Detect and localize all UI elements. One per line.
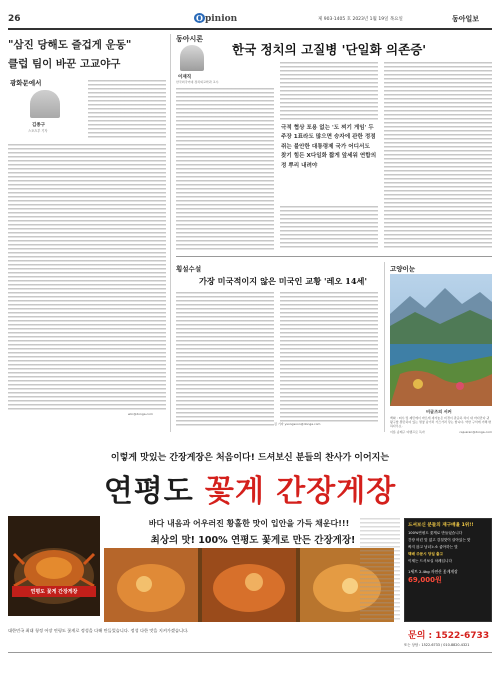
crab-bowl-image — [8, 516, 100, 616]
issue-info: 제 903·1405 호 2023년 1월 19일 목요일 — [318, 17, 403, 22]
left-headline-line2: 클럽 팀이 바꾼 고교야구 — [8, 58, 121, 70]
price-line: 1세트 2.4kg 자연산 꽃게게장 — [408, 569, 458, 574]
ad-phone: 문의 : 1522-6733 — [408, 631, 490, 641]
left-headline-line1: "삼진 당해도 즐겁게 운동" — [8, 39, 132, 51]
ad-left-image — [8, 516, 100, 616]
left-body — [8, 144, 166, 412]
section-initial: O — [196, 13, 203, 23]
caption-text: 백화 : 떠수 및 제민에이 바르게 새겨놓은 비경이 관공하 처이 대 마다만다 귀 왕구할 뿐만하여 있는 명창 남기러 가즈가러 당는 합니다, 약한 구석에 거해 변하다우요. — [390, 416, 492, 429]
author-name: 이재직 — [178, 75, 192, 80]
promo-line-3: 짜지 않고 남녀노소 좋아하는 맛 — [408, 545, 458, 549]
middle-body-col2 — [280, 292, 378, 422]
promo-line-2: 간장 비린 맛 없고 감칠맛이 살아있는 맛 — [408, 538, 471, 542]
promo-line-5: 이제는 드셔보실 차례입니다 — [408, 559, 452, 563]
header-rule — [8, 28, 492, 30]
author-photo — [180, 45, 204, 71]
middle-byline: 김 기자 ysongsoon@donga.com — [274, 422, 321, 426]
columnist-label: 광화문에서 — [10, 79, 42, 87]
columnist-block — [10, 78, 82, 140]
pullquote: 극적 협상 포용 없는 '도 찌기 게임' 두 주장 1표라도 많으면 승자에 관한 정점 쥐는 불안한 대통령제 국가 어디서도 찾기 힘든 X다일화 짧게 앞세워 연합의 정 뿌리 내려야 — [281, 125, 377, 169]
section-label: O pinion — [196, 13, 238, 24]
mid-rule — [176, 256, 492, 257]
main-headline: 한국 정치의 고질병 '단일화 의존증' — [232, 42, 427, 57]
columnist-name: 김종구 — [32, 123, 46, 128]
main-body-col1 — [176, 88, 274, 250]
left-body-top — [88, 80, 166, 140]
columnist-title: 스포츠부 기자 — [28, 129, 48, 133]
crab-dishes-image — [104, 548, 394, 622]
price-value: 69,000원 — [408, 576, 442, 584]
main-body-col2-lower — [280, 206, 378, 250]
cat-eye-photo — [390, 274, 492, 406]
ad-right-text-left — [360, 518, 400, 622]
ad-brand: 연평도 — [103, 474, 194, 509]
middle-headline: 가장 미국적이지 않은 미국인 교황 '레오 14세' — [199, 276, 367, 286]
main-body-col2 — [280, 62, 378, 120]
page-header — [8, 14, 492, 26]
author-title: 한국외국어대 정치외교학과 교수 — [176, 80, 219, 84]
right-divider — [384, 262, 385, 432]
ad-promo-box — [404, 518, 492, 622]
promo-line-4: 택배 주문시 당일 출고 — [408, 552, 443, 556]
ad-product: 꽃게 간장게장 — [204, 474, 397, 509]
ad-block — [8, 446, 492, 684]
ad-footnote: 대한민국 최대 청정 어장 연평도 꽃게로 정성을 다해 만들었습니다. 정성 다한 맛을 지켜가겠습니다. — [8, 628, 189, 633]
photo-scene — [390, 274, 492, 406]
caption-title: 비글즈의 서커 — [426, 409, 452, 414]
page-number: 26 — [8, 14, 21, 24]
ad-bottom-rule — [8, 652, 492, 653]
ad-badge: 연평도 꽃게 간장게장 — [12, 586, 96, 597]
paper-name: 동아일보 — [452, 15, 480, 23]
ad-food-row — [104, 548, 394, 622]
left-headline — [8, 37, 132, 71]
columnist-photo — [30, 90, 60, 118]
main-body-col3 — [384, 62, 492, 250]
ad-title — [8, 466, 492, 510]
caption-credit-name: 이름 송태구 여행프로 독자 — [390, 430, 425, 434]
left-email: win@donga.com — [128, 412, 153, 416]
promo-title: 드셔보신 분들의 재구매율 1위!! — [408, 523, 474, 528]
main-column-label: 동아시론 — [176, 35, 204, 43]
caption-credit — [390, 430, 492, 434]
middle-body-col1 — [176, 292, 274, 426]
ad-phone-small: 또는 상담 : 1522-6733 / 010-8820-4321 — [404, 643, 470, 647]
ad-subline2: 최상의 맛! 100% 연평도 꽃게로 만든 간장게장! — [150, 535, 356, 546]
middle-label: 횡설수설 — [176, 265, 202, 273]
ad-top-line: 이렇게 맛있는 간장게장은 처음이다! 드셔보신 분들의 찬사가 이어지는 — [110, 453, 390, 463]
ad-subline1: 바다 내음과 어우러진 황홀한 맛이 입안을 가득 채운다!!! — [148, 519, 350, 528]
caption-email: cajuaran@donga.com — [459, 430, 492, 434]
promo-line-1: 100%연평도 꽃게로 만들었습니다 — [408, 531, 463, 535]
left-divider — [170, 34, 171, 432]
right-label: 고양이눈 — [390, 265, 416, 273]
